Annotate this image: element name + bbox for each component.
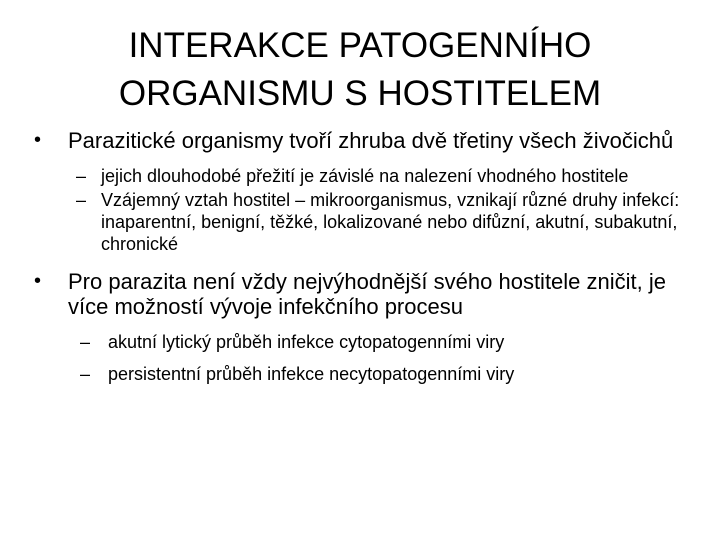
sub-bullet-item: [0, 165, 720, 187]
slide-title: [40, 22, 680, 118]
sub-bullet-text: akutní lytický průběh infekce cytopatogenními viry: [108, 332, 505, 352]
bullet-list: [0, 128, 720, 385]
bullet-item: [0, 269, 720, 319]
sub-bullet-text: persistentní průběh infekce necytopatogenními viry: [108, 364, 515, 384]
bullet-text: Pro parazita není vždy nejvýhodnější svého hostitele zničit, je více možností vývoje infekčního procesu: [68, 269, 666, 319]
title-line-2: ORGANISMU S HOSTITELEM: [118, 74, 602, 113]
dash-marker: –: [76, 190, 87, 210]
bullet-item: [0, 128, 720, 153]
bullet-marker: •: [34, 129, 42, 151]
title-line-1: INTERAKCE PATOGENNÍHO: [128, 26, 592, 65]
bullet-marker: •: [34, 270, 42, 292]
sub-bullet-text: Vzájemný vztah hostitel – mikroorganismus, vznikají různé druhy infekcí: inaparentní, benigní, těžké, lokalizované nebo difůzní, akutní, subakutní, chronické: [101, 190, 680, 254]
sub-bullet-item: [0, 189, 720, 255]
sub-bullet-text: jejich dlouhodobé přežití je závislé na nalezení vhodného hostitele: [101, 166, 629, 186]
sub-bullet-item: [0, 331, 720, 353]
sub-bullet-item: [0, 363, 720, 385]
bullet-text: Parazitické organismy tvoří zhruba dvě třetiny všech živočichů: [68, 128, 674, 153]
dash-marker: –: [80, 332, 91, 352]
dash-marker: –: [80, 364, 91, 384]
dash-marker: –: [76, 166, 87, 186]
